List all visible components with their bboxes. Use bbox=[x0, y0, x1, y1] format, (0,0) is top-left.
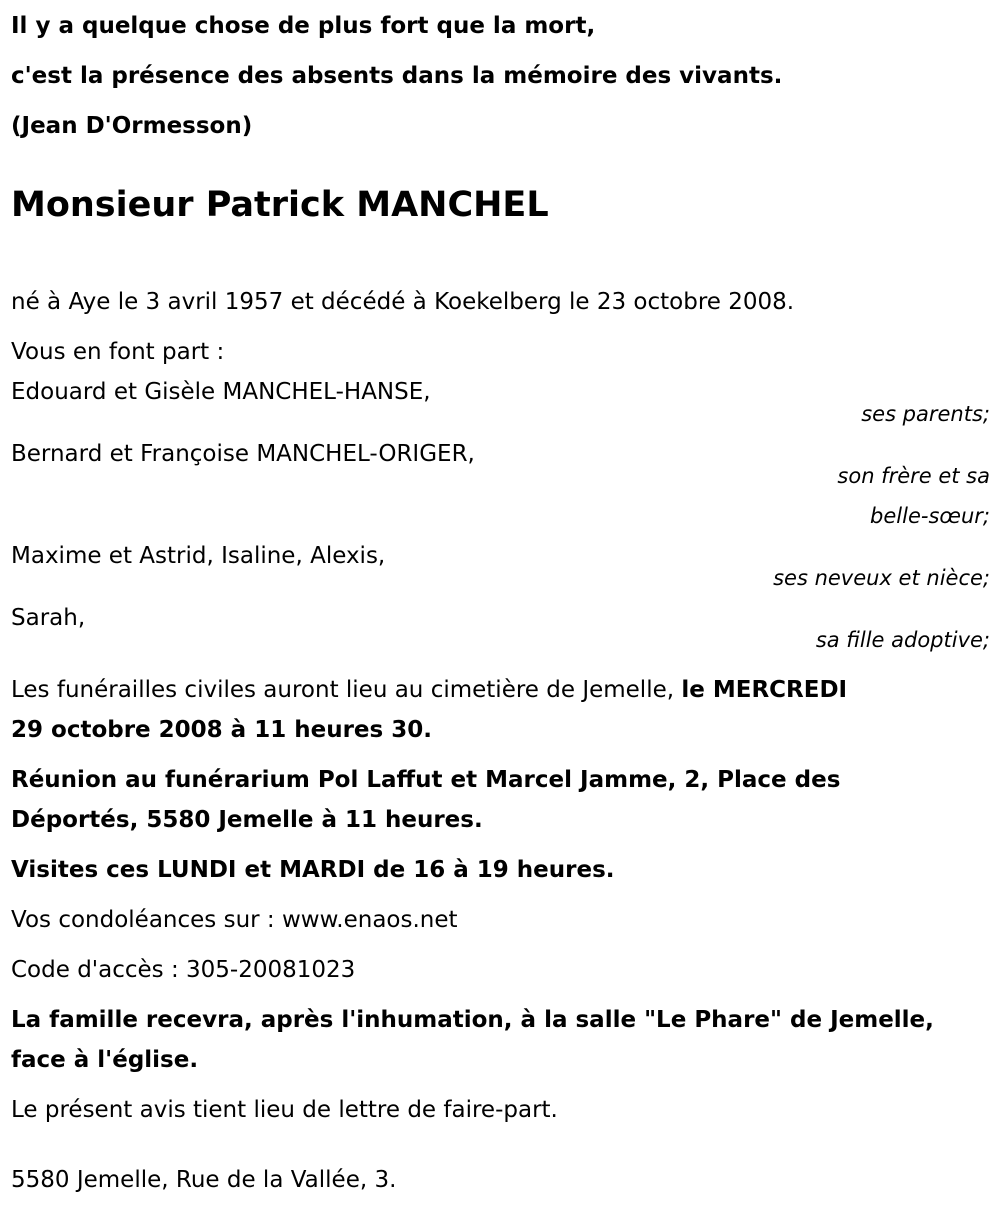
quote-line-2: c'est la présence des absents dans la mémoire des vivants. bbox=[11, 63, 783, 89]
meeting-line-1: Réunion au funérarium Pol Laffut et Marcel Jamme, 2, Place des bbox=[11, 767, 841, 793]
funeral-paragraph bbox=[11, 670, 990, 750]
family-relation-brother-line2: belle-sœur; bbox=[870, 504, 990, 528]
access-code-line: Code d'accès : 305-20081023 bbox=[11, 957, 356, 983]
address-line: 5580 Jemelle, Rue de la Vallée, 3. bbox=[11, 1167, 397, 1193]
family-relation-daughter: sa fille adoptive; bbox=[815, 628, 990, 652]
quote-author: (Jean D'Ormesson) bbox=[11, 113, 253, 139]
funeral-date-time: 29 octobre 2008 à 11 heures 30. bbox=[11, 717, 432, 743]
condolences-line: Vos condoléances sur : www.enaos.net bbox=[11, 907, 458, 933]
meeting-line-2: Déportés, 5580 Jemelle à 11 heures. bbox=[11, 807, 483, 833]
funeral-day: le MERCREDI bbox=[681, 677, 848, 703]
family-names-brother: Bernard et Françoise MANCHEL-ORIGER, bbox=[11, 441, 475, 467]
birth-death-line: né à Aye le 3 avril 1957 et décédé à Koekelberg le 23 octobre 2008. bbox=[11, 289, 795, 315]
reception-line-2: face à l'église. bbox=[11, 1047, 199, 1073]
family-relation-nephews: ses neveux et nièce; bbox=[773, 566, 990, 590]
meeting-paragraph bbox=[11, 760, 990, 840]
notice-line: Le présent avis tient lieu de lettre de faire-part. bbox=[11, 1097, 558, 1123]
reception-line-1: La famille recevra, après l'inhumation, à la salle "Le Phare" de Jemelle, bbox=[11, 1007, 934, 1033]
obituary-page bbox=[0, 1, 1000, 1224]
announcement-intro: Vous en font part : bbox=[11, 339, 225, 365]
deceased-name: Monsieur Patrick MANCHEL bbox=[11, 185, 549, 225]
family-relation-parents: ses parents; bbox=[861, 402, 990, 426]
reception-paragraph bbox=[11, 1000, 990, 1080]
family-names-daughter: Sarah, bbox=[11, 605, 86, 631]
family-names-parents: Edouard et Gisèle MANCHEL-HANSE, bbox=[11, 379, 431, 405]
family-relation-brother-line1: son frère et sa bbox=[837, 464, 990, 488]
quote-block bbox=[11, 1, 990, 151]
family-names-nephews: Maxime et Astrid, Isaline, Alexis, bbox=[11, 543, 386, 569]
family-list bbox=[11, 372, 990, 660]
visits-line: Visites ces LUNDI et MARDI de 16 à 19 heures. bbox=[11, 857, 615, 883]
funeral-text-regular: Les funérailles civiles auront lieu au cimetière de Jemelle, bbox=[11, 677, 682, 703]
quote-line-1: Il y a quelque chose de plus fort que la mort, bbox=[11, 13, 596, 39]
